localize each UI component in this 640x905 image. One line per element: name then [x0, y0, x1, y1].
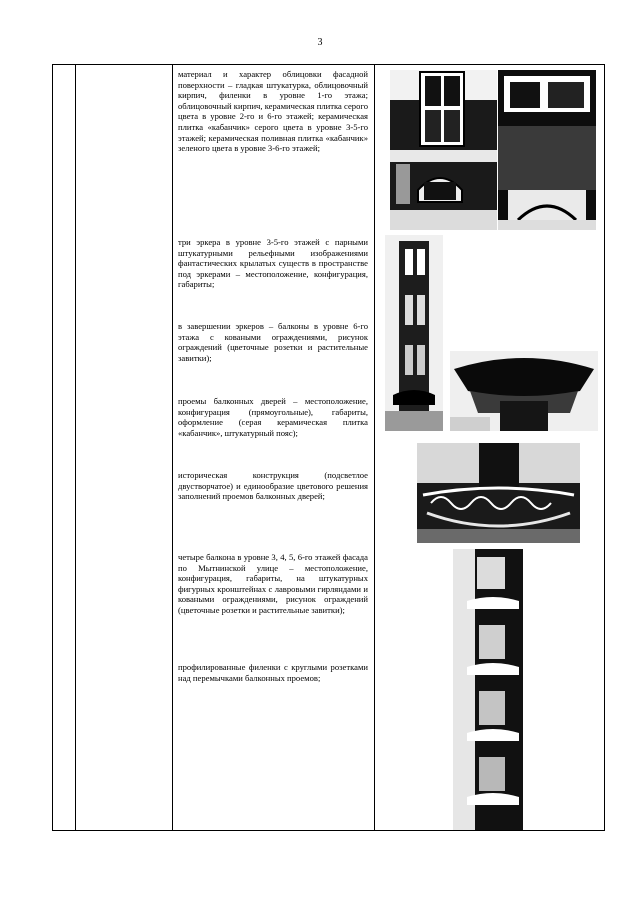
paragraph-facade-finish: материал и характер облицовки фасадной поверхности – гладкая штукатурка, облицовочный кирпич, филенки в уровне 1-го этажа; облицовочный кирпич, керамическая плитка серого цвета в уровне 2-го и 6-го этажей; керамическая плитка «кабанчик» серого цвета в уровне 3-5-го этажей; керамическая поливная плитка «кабанчик» зеленого цвета в уровне 3-6-го этажей; [178, 69, 368, 154]
tiled-facade-photo [498, 70, 596, 230]
paragraph-door-construction: историческая конструкция (подсветлое двустворчатое) и единообразие цветового решения заполнений проемов балконных дверей; [178, 470, 368, 502]
bay-window-photo [385, 235, 443, 431]
paragraph-panels-rosettes: профилированные филенки с круглыми розетками над перемычками балконных проемов; [178, 662, 368, 683]
paragraph-bay-windows: три эркера в уровне 3-5-го этажей с парными штукатурными рельефными изображениями фантастических крылатых существ в пространстве под эркерами – местоположение, конфигурация, габариты; [178, 237, 368, 290]
number-cell [53, 65, 76, 831]
paragraph-four-balconies: четыре балкона в уровне 3, 4, 5, 6-го этажей фасада по Мытнинской улице – местоположение, конфигурация, габариты, на штукатурных фигурных кронштейнах с лавровыми гирляндами и коваными ограждениями, рисунок ограждений (цветочные розетки и растительные завитки); [178, 552, 368, 615]
description-cell [173, 65, 375, 831]
facade-windows-photo [390, 70, 497, 230]
document-table [52, 64, 605, 831]
paragraph-balcony-doors: проемы балконных дверей – местоположение, конфигурация (прямоугольные), габариты, оформление (серая керамическая плитка «кабанчик», штукатурный пояс); [178, 396, 368, 438]
table-row [53, 65, 605, 831]
name-cell [76, 65, 173, 831]
photos-cell [375, 65, 605, 831]
balcony-railing-photo [417, 443, 580, 543]
balcony-underside-photo [450, 351, 598, 431]
four-balconies-photo [453, 549, 523, 831]
paragraph-bay-balconies: в завершении эркеров – балконы в уровне 6-го этажа с коваными ограждениями, рисунок ограждений (цветочные розетки и растительные завитки); [178, 321, 368, 363]
page-number: 3 [317, 37, 323, 48]
